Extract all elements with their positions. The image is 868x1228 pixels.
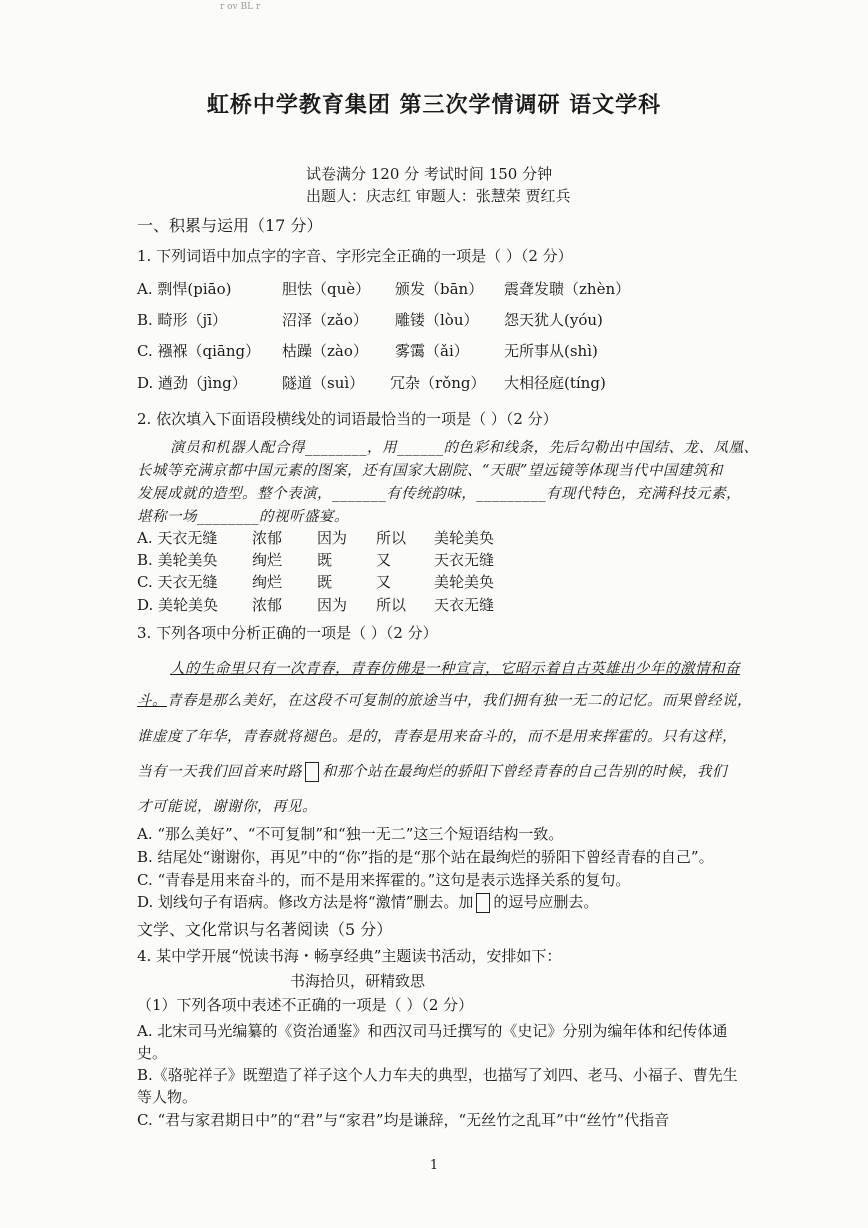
q4-optA-line1: A. 北宋司马光编纂的《资治通鉴》和西汉司马迁撰写的《史记》分别为编年体和纪传体通 <box>137 1022 728 1040</box>
q1-optB-1: B. 畸形（jī） <box>137 311 228 329</box>
comma-box-mark <box>305 762 319 782</box>
section2-heading: 文学、文化常识与名著阅读（5 分） <box>137 920 393 939</box>
q4-optC-line1: C. “君与家君期日中”的“君”与“家君”均是谦辞，“无丝竹之乱耳”中“丝竹”代指音 <box>137 1111 670 1129</box>
q1-optD-3: 冗杂（rǒng） <box>390 374 486 392</box>
page-number: 1 <box>429 1158 439 1173</box>
q1-optA-3: 颁发（bān） <box>395 280 484 298</box>
q2-optD-4: 所以 <box>376 596 407 614</box>
q3-optD-text: 的逗号应删去。 <box>493 893 599 911</box>
q2-stem: 2. 依次填入下面语段横线处的词语最恰当的一项是（ ）（2 分） <box>137 410 558 428</box>
q1-optC-4: 无所事从(shì) <box>504 342 598 360</box>
q2-optC-4: 又 <box>376 573 392 591</box>
q4-stem: 4. 某中学开展“悦读书海・畅享经典”主题读书活动，安排如下： <box>137 947 562 965</box>
q2-optA-1: A. 天衣无缝 <box>137 529 218 547</box>
q2-optD-5: 天衣无缝 <box>434 596 495 614</box>
q2-optC-2: 绚烂 <box>252 573 283 591</box>
q3-passage-text: 青春是那么美好，在这段不可复制的旅途当中，我们拥有独一无二的记忆。而果曾经说， <box>167 693 752 709</box>
q1-optC-3: 雾霭（ǎi） <box>395 342 469 360</box>
top-smudge: r ov BL r <box>220 2 261 12</box>
q1-optC-2: 枯躁（zào） <box>282 342 368 360</box>
q2-optD-1: D. 美轮美奂 <box>137 596 219 614</box>
comma-box-mark <box>476 893 490 913</box>
q2-passage-line: 演员和机器人配合得________，用______的色彩和线条，先后勾勒出中国结、龙、凤凰、 <box>170 440 759 456</box>
q3-passage-text: 当有一天我们回首来时路 <box>137 764 302 780</box>
q2-optA-5: 美轮美奂 <box>434 529 495 547</box>
q1-optA-1: A. 剽悍(piāo) <box>137 280 232 298</box>
q1-optD-1: D. 遒劲（jìng） <box>137 374 247 392</box>
q2-optA-3: 因为 <box>317 529 348 547</box>
q4-sub1-stem: （1）下列各项中表述不正确的一项是（ ）（2 分） <box>137 996 474 1014</box>
q3-optD <box>137 891 598 913</box>
q2-optB-1: B. 美轮美奂 <box>137 551 218 569</box>
q4-subtitle: 书海拾贝，研精致思 <box>290 972 426 990</box>
q2-optC-1: C. 天衣无缝 <box>137 573 218 591</box>
q2-optC-5: 美轮美奂 <box>434 573 495 591</box>
q4-optB-line1: B.《骆驼祥子》既塑造了祥子这个人力车夫的典型，也描写了刘四、老马、小福子、曹先生 <box>137 1066 738 1084</box>
q2-optD-2: 浓郁 <box>252 596 283 614</box>
q1-optC-1: C. 襁褓（qiāng） <box>137 342 261 360</box>
q2-optA-4: 所以 <box>376 529 407 547</box>
q4-optB-line2: 等人物。 <box>137 1088 198 1106</box>
q1-optA-2: 胆怯（què） <box>282 280 371 298</box>
q1-optD-4: 大相径庭(tíng) <box>504 374 606 392</box>
q3-passage-line2 <box>137 689 752 710</box>
exam-meta-score-time: 试卷满分 120 分 考试时间 150 分钟 <box>306 165 553 183</box>
q1-optB-3: 雕镂（lòu） <box>395 311 479 329</box>
q2-optD-3: 因为 <box>317 596 348 614</box>
q2-passage-line: 堪称一场________的视听盛宴。 <box>137 509 349 525</box>
q2-optB-4: 又 <box>376 551 392 569</box>
section1-heading: 一、积累与运用（17 分） <box>137 216 323 235</box>
q3-optB: B. 结尾处“谢谢你，再见”中的“你”指的是“那个站在最绚烂的骄阳下曾经青春的自己”。 <box>137 848 714 866</box>
q2-optC-3: 既 <box>317 573 333 591</box>
q2-passage-line: 长城等充满京都中国元素的图案，还有国家大剧院、“天眼”望远镜等体现当代中国建筑和 <box>137 463 723 479</box>
q1-optB-4: 怨天犹人(yóu) <box>504 311 603 329</box>
q3-stem: 3. 下列各项中分析正确的一项是（ ）（2 分） <box>137 624 438 642</box>
q1-optA-4: 震聋发聩（zhèn） <box>504 280 631 298</box>
q3-optD-text: D. 划线句子有语病。修改方法是将“激情”删去。加 <box>137 893 474 911</box>
q3-passage-line5: 才可能说，谢谢你，再见。 <box>137 799 317 815</box>
exam-meta-authors: 出题人：庆志红 审题人：张慧荣 贾红兵 <box>306 187 571 205</box>
q3-passage-line3: 谁虚度了年华，青春就将褪色。是的，青春是用来奋斗的，而不是用来挥霍的。只有这样， <box>137 729 737 745</box>
q3-passage-text: 和那个站在最绚烂的骄阳下曾经青春的自己告别的时候，我们 <box>322 764 727 780</box>
q4-optA-line2: 史。 <box>137 1044 168 1062</box>
q2-optA-2: 浓郁 <box>252 529 283 547</box>
q2-optB-3: 既 <box>317 551 333 569</box>
q1-stem: 1. 下列词语中加点字的字音、字形完全正确的一项是（ ）（2 分） <box>137 247 573 265</box>
q3-underlined-sentence: 人的生命里只有一次青春，青春仿佛是一种宣言，它昭示着自古英雄出少年的激情和奋 <box>170 661 740 677</box>
q2-optB-2: 绚烂 <box>252 551 283 569</box>
page-title: 虹桥中学教育集团 第三次学情调研 语文学科 <box>206 92 662 118</box>
q2-optB-5: 天衣无缝 <box>434 551 495 569</box>
q3-optC: C. “青春是用来奋斗的，而不是用来挥霍的。”这句是表示选择关系的复句。 <box>137 871 631 889</box>
q1-optB-2: 沼泽（zǎo） <box>282 311 368 329</box>
q3-optA: A. “那么美好”、“不可复制”和“独一无二”这三个短语结构一致。 <box>137 825 564 843</box>
q3-underlined-end: 斗。 <box>137 693 167 709</box>
q2-passage-line: 发展成就的造型。整个表演，_______有传统韵味，_________有现代特色，充满科技元素， <box>137 486 741 502</box>
q1-optD-2: 隧道（suì） <box>282 374 365 392</box>
q3-passage-line4 <box>137 760 727 782</box>
